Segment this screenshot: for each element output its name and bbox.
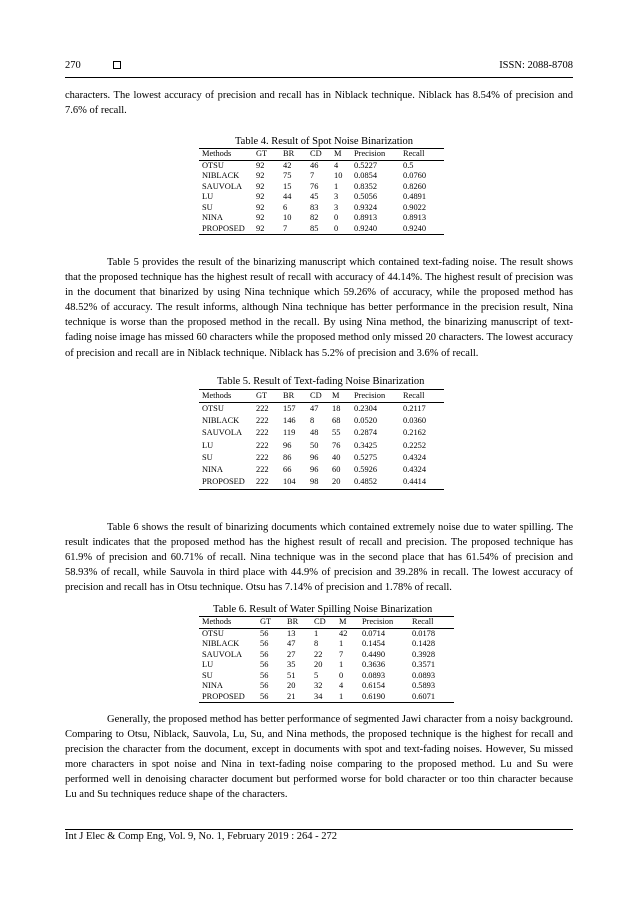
table-cell: 1 xyxy=(314,628,319,638)
table-cell: 92 xyxy=(256,171,265,180)
table-cell: 0.9240 xyxy=(400,224,444,235)
table-cell: 0.2304 xyxy=(354,404,378,414)
table-row xyxy=(199,452,444,464)
column-header: M xyxy=(329,390,351,403)
column-header: Precision xyxy=(351,390,400,403)
column-header: Recall xyxy=(400,390,444,403)
table-row xyxy=(199,403,444,416)
table-cell: 0.5926 xyxy=(354,464,378,474)
table-6-caption: Table 6. Result of Water Spilling Noise Binarization xyxy=(213,604,433,615)
column-header: Methods xyxy=(199,390,253,403)
table-row xyxy=(199,171,444,182)
table-cell: 6 xyxy=(283,202,288,212)
table-cell: 4 xyxy=(339,681,344,690)
table-cell: 0.3636 xyxy=(362,660,386,669)
table-cell: 0.4891 xyxy=(403,192,427,201)
column-header: CD xyxy=(307,390,329,403)
footer-rule xyxy=(65,829,573,830)
table-cell: 104 xyxy=(280,476,307,489)
table-cell: 0.9022 xyxy=(403,202,427,212)
table-cell: 222 xyxy=(256,452,269,462)
table-5 xyxy=(199,389,444,490)
table-cell: 222 xyxy=(256,404,269,414)
table-cell: 96 xyxy=(310,452,319,462)
table-cell: 0.1454 xyxy=(362,639,386,648)
table-cell: 0.0360 xyxy=(403,416,427,426)
page-header xyxy=(65,60,573,76)
table-cell: 18 xyxy=(332,404,341,414)
table-cell: 92 xyxy=(256,192,265,201)
table-cell: NIBLACK xyxy=(202,416,240,426)
table-cell: 83 xyxy=(310,202,319,212)
column-header: GT xyxy=(257,617,284,629)
table-row xyxy=(199,681,454,692)
column-header: GT xyxy=(253,390,280,403)
table-cell: SAUVOLA xyxy=(202,649,243,659)
table-cell: 0.3928 xyxy=(412,649,436,659)
table-header-row xyxy=(199,149,444,161)
table-cell: 55 xyxy=(332,428,341,438)
table-cell: 47 xyxy=(310,404,319,414)
column-header: Precision xyxy=(359,617,409,629)
table-row xyxy=(199,464,444,476)
table-cell: 10 xyxy=(334,171,343,180)
table-cell: 0.0760 xyxy=(403,171,427,180)
table-cell: 44 xyxy=(283,192,292,201)
table-cell: 0.0178 xyxy=(412,628,436,638)
table-cell: 68 xyxy=(332,416,341,426)
table-cell: 0 xyxy=(334,213,339,222)
table-cell: 56 xyxy=(260,681,269,690)
column-header: BR xyxy=(280,390,307,403)
table-cell: 8 xyxy=(310,416,315,426)
column-header: M xyxy=(331,149,351,161)
table-cell: 0.5 xyxy=(403,160,414,170)
table-row xyxy=(199,628,454,639)
table-cell: 96 xyxy=(310,464,319,474)
table-cell: 0.9324 xyxy=(354,202,378,212)
table-4 xyxy=(199,148,444,235)
table-row xyxy=(199,692,454,703)
column-header: BR xyxy=(280,149,307,161)
table-cell: 1 xyxy=(334,181,339,191)
table-cell: OTSU xyxy=(202,160,224,170)
table-cell: 21 xyxy=(284,692,311,703)
square-icon xyxy=(113,61,121,69)
table-cell: 56 xyxy=(260,628,269,638)
table-cell: 92 xyxy=(256,213,265,222)
paragraph-3: Table 6 shows the result of binarizing documents which contained extremely noise due to water spilling. The result indicates that the proposed method has the highest result of recall and precision. The proposed technique has 61.9% of precision and 60.71% of recall. Nina technique was in the second place that has 61.54% of precision and 58.93% of recall, while Sauvola in third place with 44.9% of precision and 39.28% in recall. The lowest accuracy of precision and recall has in Otsu technique. Otsu has 7.14% of precision and 1.78% of recall. xyxy=(65,522,573,594)
table-cell: 50 xyxy=(310,440,319,450)
table-cell: 7 xyxy=(280,224,307,235)
table-cell: 0.0520 xyxy=(354,416,378,426)
table-cell: 85 xyxy=(307,224,331,235)
table-cell: 75 xyxy=(283,171,292,180)
table-cell: 0.8913 xyxy=(354,213,378,222)
table-cell: 0.2252 xyxy=(403,440,427,450)
table-cell: 10 xyxy=(283,213,292,222)
column-header: Precision xyxy=(351,149,400,161)
table-cell: 48 xyxy=(310,428,319,438)
table-cell: 20 xyxy=(314,660,323,669)
paragraph-2: Table 5 provides the result of the binarizing manuscript which contained text-fading noise. The result shows that the proposed technique has the highest result of recall with accuracy of 44.14%. The highest result of precision was in the document that binarized by using Nina technique which 59.26% of accuracy, while the proposed method has 48.52% of accuracy. The result informs, although Nina technique has better performance in the precision result, Nina technique is worse than the proposed method in the recall. By using Nina method, the binarizing manuscript of text-fading noise image has missed 60 characters while the proposed method only missed 20 characters. The lowest accuracy of precision and recall are in Niblack technique. Niblack has 5.2% of precision and 3.6% of recall. xyxy=(65,257,573,359)
table-cell: OTSU xyxy=(202,404,224,414)
column-header: CD xyxy=(307,149,331,161)
table-cell: 0.8352 xyxy=(354,181,378,191)
table-cell: NIBLACK xyxy=(202,639,240,648)
table-cell: 3 xyxy=(334,192,339,201)
table-cell: 0 xyxy=(339,670,344,680)
table-cell: 56 xyxy=(260,670,269,680)
table-cell: 15 xyxy=(283,181,292,191)
table-cell: 0.4414 xyxy=(400,476,444,489)
table-cell: 56 xyxy=(260,649,269,659)
table-cell: 0.9240 xyxy=(351,224,400,235)
paragraph-4: Generally, the proposed method has better performance of segmented Jawi character from a noisy background. Comparing to Otsu, Niblack, Sauvola, Lu, Su, and Nina methods, the proposed technique is the highest for recall and precision the character from the document, except in documents with spot and text-fading noises. However, Su missed more characters in spot noise and Nina in text-fading noise comparing to the proposed method. Lu and Su were performed well in denoising character document but performed worse for bold character or too thin character because Lu and Su techniques reduce shape of the characters. xyxy=(65,714,573,801)
table-cell: 1 xyxy=(336,692,359,703)
table-cell: 7 xyxy=(339,649,344,659)
column-header: Methods xyxy=(199,617,257,629)
table-6 xyxy=(199,616,454,703)
table-cell: 66 xyxy=(283,464,292,474)
column-header: Methods xyxy=(199,149,253,161)
table-cell: 146 xyxy=(283,416,296,426)
table-cell: 5 xyxy=(314,670,319,680)
issn-label: ISSN: 2088-8708 xyxy=(499,60,573,71)
table-cell: 157 xyxy=(283,404,296,414)
table-cell: 96 xyxy=(283,440,292,450)
table-cell: 0.0714 xyxy=(362,628,386,638)
table-cell: PROPOSED xyxy=(199,224,253,235)
table-cell: SAUVOLA xyxy=(202,181,243,191)
table-cell: 45 xyxy=(310,192,319,201)
table-cell: 86 xyxy=(283,452,292,462)
table-cell: SU xyxy=(202,452,213,462)
table-cell: 42 xyxy=(283,160,292,170)
table-header-row xyxy=(199,617,454,629)
table-cell: 92 xyxy=(253,224,280,235)
table-cell: 0.0854 xyxy=(354,171,378,180)
table-cell: 0.5275 xyxy=(354,452,378,462)
table-cell: 40 xyxy=(332,452,341,462)
table-cell: 222 xyxy=(256,440,269,450)
table-cell: 0.5893 xyxy=(412,681,436,690)
table-cell: NINA xyxy=(202,681,223,690)
table-cell: 7 xyxy=(310,171,315,180)
table-cell: 22 xyxy=(314,649,323,659)
table-cell: 119 xyxy=(283,428,296,438)
table-4-caption: Table 4. Result of Spot Noise Binarization xyxy=(235,136,414,147)
table-row xyxy=(199,476,444,489)
table-cell: 0.8913 xyxy=(403,213,427,222)
table-5-caption: Table 5. Result of Text-fading Noise Binarization xyxy=(217,376,425,387)
table-cell: SAUVOLA xyxy=(202,428,243,438)
table-cell: 0.1428 xyxy=(412,639,436,648)
table-row xyxy=(199,650,454,661)
table-cell: 56 xyxy=(260,639,269,648)
table-cell: 0.2117 xyxy=(403,404,426,414)
table-cell: PROPOSED xyxy=(199,476,253,489)
table-cell: 92 xyxy=(256,202,265,212)
table-cell: 0.4852 xyxy=(351,476,400,489)
table-cell: 0.0893 xyxy=(412,670,436,680)
table-header-row xyxy=(199,390,444,403)
table-row xyxy=(199,428,444,440)
table-cell: LU xyxy=(202,192,214,201)
table-cell: 46 xyxy=(310,160,319,170)
table-cell: 1 xyxy=(339,639,344,648)
column-header: GT xyxy=(253,149,280,161)
column-header: Recall xyxy=(400,149,444,161)
table-cell: 98 xyxy=(307,476,329,489)
table-cell: 0.5056 xyxy=(354,192,378,201)
table-cell: 20 xyxy=(287,681,296,690)
table-cell: 0.2874 xyxy=(354,428,378,438)
table-cell: 56 xyxy=(257,692,284,703)
table-cell: 4 xyxy=(334,160,339,170)
table-cell: 222 xyxy=(256,416,269,426)
table-cell: LU xyxy=(202,440,214,450)
table-cell: 0.5227 xyxy=(354,160,378,170)
table-cell: 32 xyxy=(314,681,323,690)
table-cell: 0.4324 xyxy=(403,464,427,474)
table-row xyxy=(199,192,444,203)
table-cell: 0.4324 xyxy=(403,452,427,462)
table-cell: PROPOSED xyxy=(199,692,257,703)
table-cell: 56 xyxy=(260,660,269,669)
table-cell: 76 xyxy=(332,440,341,450)
footer-citation: Int J Elec & Comp Eng, Vol. 9, No. 1, February 2019 : 264 - 272 xyxy=(65,831,338,842)
column-header: CD xyxy=(311,617,336,629)
table-cell: 0 xyxy=(331,224,351,235)
table-cell: SU xyxy=(202,202,213,212)
table-row xyxy=(199,440,444,452)
table-row xyxy=(199,203,444,214)
table-cell: 0.2162 xyxy=(403,428,427,438)
table-cell: 222 xyxy=(253,476,280,489)
table-cell: 35 xyxy=(287,660,296,669)
table-cell: 76 xyxy=(310,181,319,191)
table-row xyxy=(199,639,454,650)
table-cell: 42 xyxy=(339,628,348,638)
column-header: M xyxy=(336,617,359,629)
table-cell: NINA xyxy=(202,464,223,474)
table-cell: 51 xyxy=(287,670,296,680)
paragraph-1: characters. The lowest accuracy of precision and recall has in Niblack technique. Niblack has 8.54% of precision and 7.6% of recall. xyxy=(65,90,573,117)
table-cell: 27 xyxy=(287,649,296,659)
table-cell: 1 xyxy=(339,660,344,669)
page-number: 270 xyxy=(65,60,81,71)
table-cell: 3 xyxy=(334,202,339,212)
table-cell: 0.6154 xyxy=(362,681,386,690)
table-cell: 13 xyxy=(287,628,296,638)
table-row xyxy=(199,660,454,671)
table-cell: SU xyxy=(202,670,213,680)
table-cell: 8 xyxy=(314,639,319,648)
table-cell: 0.6071 xyxy=(409,692,454,703)
table-row xyxy=(199,160,444,171)
table-cell: 0.0893 xyxy=(362,670,386,680)
table-row xyxy=(199,213,444,224)
table-cell: OTSU xyxy=(202,628,224,638)
table-cell: 60 xyxy=(332,464,341,474)
table-cell: 0.4490 xyxy=(362,649,386,659)
table-cell: 20 xyxy=(329,476,351,489)
table-row xyxy=(199,671,454,682)
table-cell: 0.6190 xyxy=(359,692,409,703)
table-cell: 222 xyxy=(256,428,269,438)
column-header: BR xyxy=(284,617,311,629)
table-cell: 92 xyxy=(256,160,265,170)
table-cell: 82 xyxy=(310,213,319,222)
table-cell: 0.3571 xyxy=(412,660,436,669)
table-cell: 47 xyxy=(287,639,296,648)
table-cell: 0.3425 xyxy=(354,440,378,450)
table-row xyxy=(199,224,444,235)
table-cell: 0.8260 xyxy=(403,181,427,191)
table-cell: NINA xyxy=(202,213,223,222)
table-cell: 222 xyxy=(256,464,269,474)
column-header: Recall xyxy=(409,617,454,629)
header-rule xyxy=(65,77,573,78)
table-cell: 92 xyxy=(256,181,265,191)
table-cell: LU xyxy=(202,660,214,669)
table-row xyxy=(199,415,444,427)
table-cell: 34 xyxy=(311,692,336,703)
table-row xyxy=(199,182,444,193)
table-cell: NIBLACK xyxy=(202,171,240,180)
